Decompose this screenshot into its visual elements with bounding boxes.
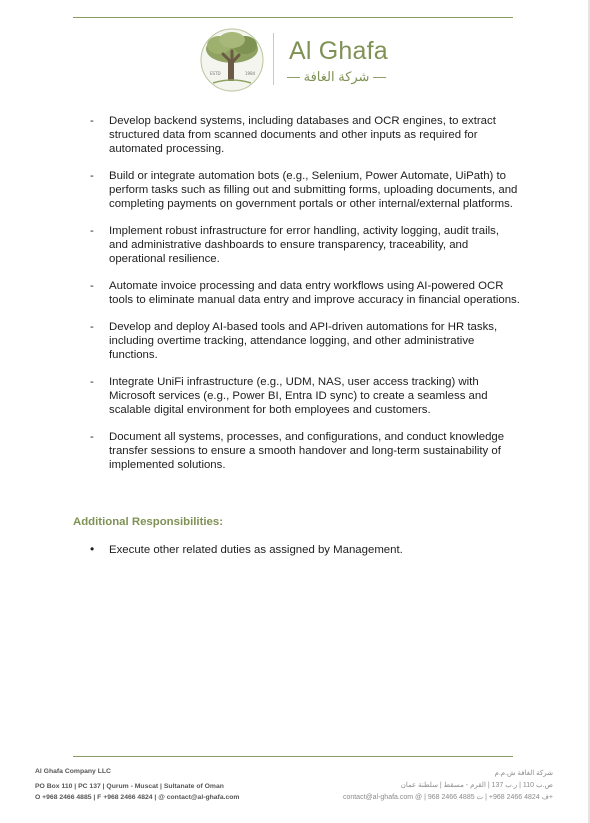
- brand-name-en: Al Ghafa: [289, 37, 388, 65]
- footer-rule: [73, 756, 513, 757]
- footer-contact-en: O +968 2466 4885 | F +968 2466 4824 | @ contact@al-ghafa.com: [35, 794, 240, 801]
- logo-divider: [273, 33, 274, 85]
- footer-address-ar: ص.ب 110 | ر.ب 137 | القرم - مسقط | سلطنة عمان: [400, 782, 553, 789]
- list-item: - Develop backend systems, including databases and OCR engines, to extract structured data from scanned documents and other inputs as required for automated processing.: [90, 115, 496, 155]
- brand-name-ar: — شركة الغافة —: [287, 69, 387, 84]
- list-item: - Integrate UniFi infrastructure (e.g., UDM, NAS, user access tracking) with Microsoft services (e.g., Power BI, Entra ID sync) to create a seamless and scalable digital environment for both employees and customers.: [90, 376, 488, 416]
- svg-text:1984: 1984: [245, 71, 256, 76]
- footer-address-en: PO Box 110 | PC 137 | Qurum - Muscat | Sultanate of Oman: [35, 783, 224, 790]
- list-item: - Build or integrate automation bots (e.g., Selenium, Power Automate, UiPath) to perform tasks such as filling out and submitting forms, uploading documents, and completing payments on government portals or other internal/external platforms.: [90, 170, 518, 210]
- additional-list: [90, 543, 520, 557]
- list-item: - Implement robust infrastructure for error handling, activity logging, audit trails, and administrative dashboards to ensure transparency, traceability, and operational resilience.: [90, 225, 499, 265]
- list-item: - Automate invoice processing and data entry workflows using AI-powered OCR tools to eliminate manual data entry and improve accuracy in financial operations.: [90, 280, 520, 306]
- footer-contact-ar: contact@al-ghafa.com @ | ف 4824 2466 968+ | ت 4885 2466 968+: [342, 794, 553, 801]
- svg-text:ESTD: ESTD: [210, 71, 221, 76]
- footer-company-ar: شركة الغافة ش.م.م: [494, 770, 553, 777]
- list-item: - Develop and deploy AI-based tools and API-driven automations for HR tasks, including overtime tracking, attendance logging, and other administrative functions.: [90, 321, 498, 361]
- header-rule: [73, 17, 513, 18]
- list-item: - Document all systems, processes, and configurations, and conduct knowledge transfer sessions to ensure a smooth handover and long-term sustainability of implemented solutions.: [90, 431, 505, 471]
- footer-company-en: Al Ghafa Company LLC: [35, 768, 111, 775]
- tree-logo-icon: [199, 27, 265, 93]
- company-logo: [199, 27, 399, 93]
- section-heading: Additional Responsibilities:: [73, 516, 223, 528]
- duties-list: [90, 114, 520, 485]
- list-item: • Execute other related duties as assigned by Management.: [90, 542, 403, 556]
